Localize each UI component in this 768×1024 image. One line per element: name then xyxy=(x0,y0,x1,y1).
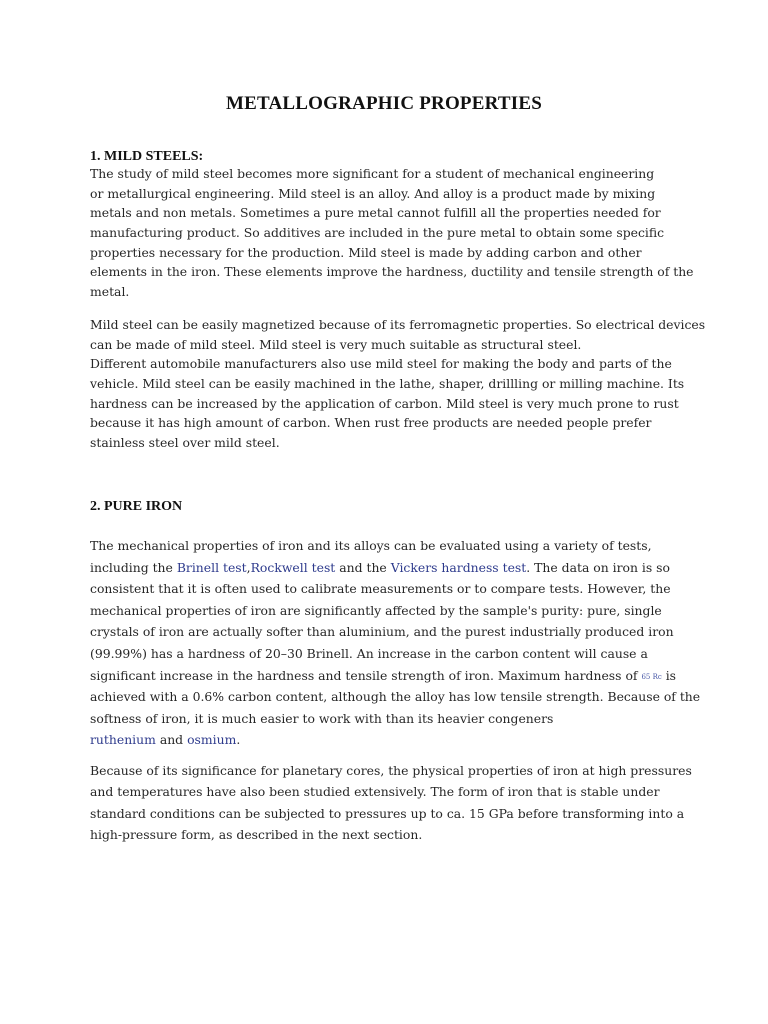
text-line: metal. xyxy=(90,284,130,300)
text-segment: significant increase in the hardness and tensile strength of iron. Maximum hardness of xyxy=(90,667,642,683)
rockwell-c-subscript: 65 Rc xyxy=(641,672,662,681)
text-line: Mild steel can be easily magnetized because of its ferromagnetic properties. So electrical devices xyxy=(90,317,706,332)
ruthenium-link[interactable]: ruthenium xyxy=(90,732,156,748)
text-line: because it has high amount of carbon. When rust free products are needed people prefer xyxy=(90,415,652,431)
section-heading-mild-steels: 1. MILD STEELS: xyxy=(90,149,204,164)
text-line: The study of mild steel becomes more significant for a student of mechanical engineering xyxy=(90,166,655,181)
page-title: METALLOGRAPHIC PROPERTIES xyxy=(226,93,542,114)
text-line: vehicle. Mild steel can be easily machined in the lathe, shaper, drillling or milling machine. Its xyxy=(90,376,685,392)
paragraph-mild-steel-intro xyxy=(90,164,694,302)
paragraph-iron-mechanical-properties xyxy=(90,535,701,751)
text-segment: and xyxy=(155,732,188,748)
text-line: Because of its significance for planetary cores, the physical properties of iron at high pressures xyxy=(90,763,692,778)
text-segment: . xyxy=(236,732,241,748)
text-line xyxy=(90,665,690,687)
text-line: hardness can be increased by the application of carbon. Mild steel is very much prone to rust xyxy=(90,395,679,411)
paragraph-iron-high-pressure xyxy=(90,760,690,846)
text-segment: . The data on iron is so xyxy=(526,559,671,575)
text-line: Different automobile manufacturers also use mild steel for making the body and parts of the xyxy=(90,356,672,372)
text-line: standard conditions can be subjected to pressures up to ca. 15 GPa before transforming into a xyxy=(90,805,685,821)
text-line: softness of iron, it is much easier to work with than its heavier congeners xyxy=(90,710,554,726)
text-line: consistent that it is often used to calibrate measurements or to compare tests. However, the xyxy=(90,581,671,597)
text-segment: is xyxy=(661,667,677,683)
text-line xyxy=(90,729,690,751)
text-line: can be made of mild steel. Mild steel is very much suitable as structural steel. xyxy=(90,336,582,352)
text-line: properties necessary for the production. Mild steel is made by adding carbon and other xyxy=(90,244,642,260)
text-line: and temperatures have also been studied extensively. The form of iron that is stable under xyxy=(90,784,660,800)
text-line: crystals of iron are actually softer than aluminium, and the purest industrially produced iron xyxy=(90,624,674,640)
osmium-link[interactable]: osmium xyxy=(187,732,237,748)
text-line: mechanical properties of iron are significantly affected by the sample's purity: pure, single xyxy=(90,602,662,618)
brinell-test-link[interactable]: Brinell test xyxy=(176,559,247,575)
rockwell-test-link[interactable]: Rockwell test xyxy=(250,559,336,575)
text-segment: and the xyxy=(335,559,391,575)
text-line: achieved with a 0.6% carbon content, although the alloy has low tensile strength. Because of the xyxy=(90,689,701,705)
text-line: manufacturing product. So additives are included in the pure metal to obtain some specific xyxy=(90,225,665,241)
paragraph-mild-steel-uses xyxy=(90,315,706,453)
text-line: stainless steel over mild steel. xyxy=(90,435,280,451)
section-heading-pure-iron: 2. PURE IRON xyxy=(90,499,183,514)
text-line: The mechanical properties of iron and its alloys can be evaluated using a variety of tests, xyxy=(90,538,652,553)
text-segment: including the xyxy=(90,559,177,575)
text-line: metals and non metals. Sometimes a pure metal cannot fulfill all the properties needed for xyxy=(90,205,661,221)
text-line: elements in the iron. These elements improve the hardness, ductility and tensile strength of the xyxy=(90,264,694,280)
text-line: or metallurgical engineering. Mild steel is an alloy. And alloy is a product made by mixing xyxy=(90,185,656,201)
text-line xyxy=(90,557,690,579)
text-line: (99.99%) has a hardness of 20–30 Brinell. An increase in the carbon content will cause a xyxy=(90,645,648,661)
text-segment: , xyxy=(246,559,251,575)
vickers-hardness-test-link[interactable]: Vickers hardness test xyxy=(390,559,527,575)
text-line: high-pressure form, as described in the next section. xyxy=(90,827,423,843)
